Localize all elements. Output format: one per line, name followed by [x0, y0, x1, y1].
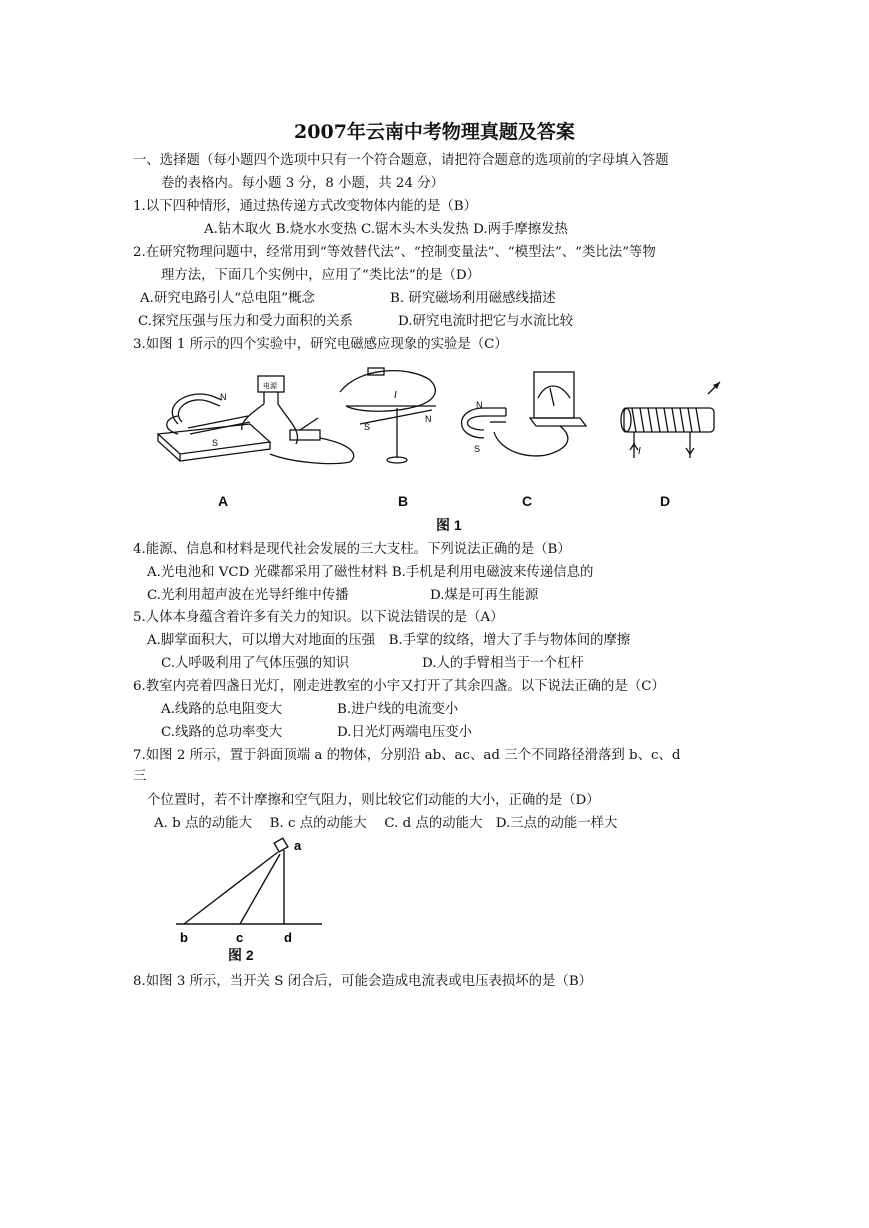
fig2-caption: 图 2 [228, 947, 254, 963]
q8-stem: 8.如图 3 所示，当开关 S 闭合后，可能会造成电流表或电压表损坏的是（B） [133, 974, 593, 989]
q5-option-d: D.人的手臂相当于一个杠杆 [422, 656, 584, 671]
fig1-label-a: A [218, 493, 229, 509]
fig2-point-b: b [180, 930, 188, 945]
q3-stem: 3.如图 1 所示的四个实验中，研究电磁感应现象的实验是（C） [133, 337, 508, 352]
fig1-d-label-i: I [638, 446, 641, 457]
fig1-caption: 图 1 [436, 517, 462, 533]
q1-stem: 1.以下四种情形，通过热传递方式改变物体内能的是（B） [133, 199, 477, 214]
q7-stem-cont: 个位置时，若不计摩擦和空气阻力，则比较它们动能的大小，正确的是（D） [147, 793, 600, 808]
q7-options: A. b 点的动能大 B. c 点的动能大 C. d 点的动能大 D.三点的动能一样大 [154, 816, 618, 831]
q4-options-ab: A.光电池和 VCD 光碟都采用了磁性材料 B.手机是利用电磁波来传递信息的 [147, 565, 594, 580]
fig1-label-d: D [660, 493, 671, 509]
figure-2 [170, 836, 330, 946]
fig1-label-b: B [398, 493, 409, 509]
q6-option-c: C.线路的总功率变大 [161, 725, 283, 740]
q4-option-c: C.光利用超声波在光导纤维中传播 [147, 588, 349, 603]
q6-stem: 6.教室内亮着四盏日光灯，刚走进教室的小宇又打开了其余四盏。以下说法正确的是（C） [133, 679, 665, 694]
fig2-point-a: a [294, 838, 302, 853]
fig2-point-d: d [284, 930, 292, 945]
page-title: 2007年云南中考物理真题及答案 [294, 121, 575, 143]
fig1-c-label-s: S [474, 444, 481, 454]
figure-1 [150, 362, 740, 512]
q2-option-b: B. 研究磁场利用磁感线描述 [390, 291, 556, 306]
fig1-a-label-n: N [220, 392, 227, 402]
q6-option-b: B.进户线的电流变小 [337, 702, 459, 717]
q2-option-a: A.研究电路引人“总电阻”概念 [140, 291, 315, 306]
fig2-point-c: c [236, 930, 244, 945]
q2-option-d: D.研究电流时把它与水流比较 [398, 314, 574, 329]
section-heading-cont: 卷的表格内。每小题 3 分，8 小题，共 24 分） [161, 176, 444, 191]
section-heading: 一、选择题（每小题四个选项中只有一个符合题意，请把符合题意的选项前的字母填入答题 [133, 153, 669, 168]
q7-stem-wrap: 三 [133, 769, 147, 784]
q2-option-c: C.探究压强与压力和受力面积的关系 [138, 314, 353, 329]
fig1-b-label-i: I [394, 390, 397, 401]
fig1-c-label-n: N [476, 400, 483, 410]
q2-stem-cont: 理方法，下面几个实例中，应用了“类比法”的是（D） [161, 268, 481, 283]
fig1-b-label-n: N [425, 414, 432, 424]
q1-options: A.钻木取火 B.烧水水变热 C.锯木头木头发热 D.两手摩擦发热 [204, 222, 568, 237]
q4-stem: 4.能源、信息和材料是现代社会发展的三大支柱。下列说法正确的是（B） [133, 542, 571, 557]
fig1-battery-label: 电源 [263, 383, 277, 390]
fig1-b-label-s: S [364, 422, 371, 432]
q6-option-a: A.线路的总电阻变大 [161, 702, 283, 717]
q7-stem: 7.如图 2 所示，置于斜面顶端 a 的物体，分别沿 ab、ac、ad 三个不同路径滑落到 b、c、d [133, 748, 681, 763]
fig1-a-label-s: S [212, 438, 219, 448]
q4-option-d: D.煤是可再生能源 [430, 588, 539, 603]
q6-option-d: D.日光灯两端电压变小 [337, 725, 473, 740]
q5-option-c: C.人呼吸利用了气体压强的知识 [161, 656, 350, 671]
q5-stem: 5.人体本身蕴含着许多有关力的知识。以下说法错误的是（A） [133, 610, 504, 625]
q5-options-ab: A.脚掌面积大，可以增大对地面的压强 B.手掌的纹络，增大了手与物体间的摩擦 [147, 633, 631, 648]
q2-stem: 2.在研究物理问题中，经常用到“等效替代法”、“控制变量法”、“模型法”、“类比法”等物 [133, 245, 656, 260]
fig1-label-c: C [522, 493, 533, 509]
